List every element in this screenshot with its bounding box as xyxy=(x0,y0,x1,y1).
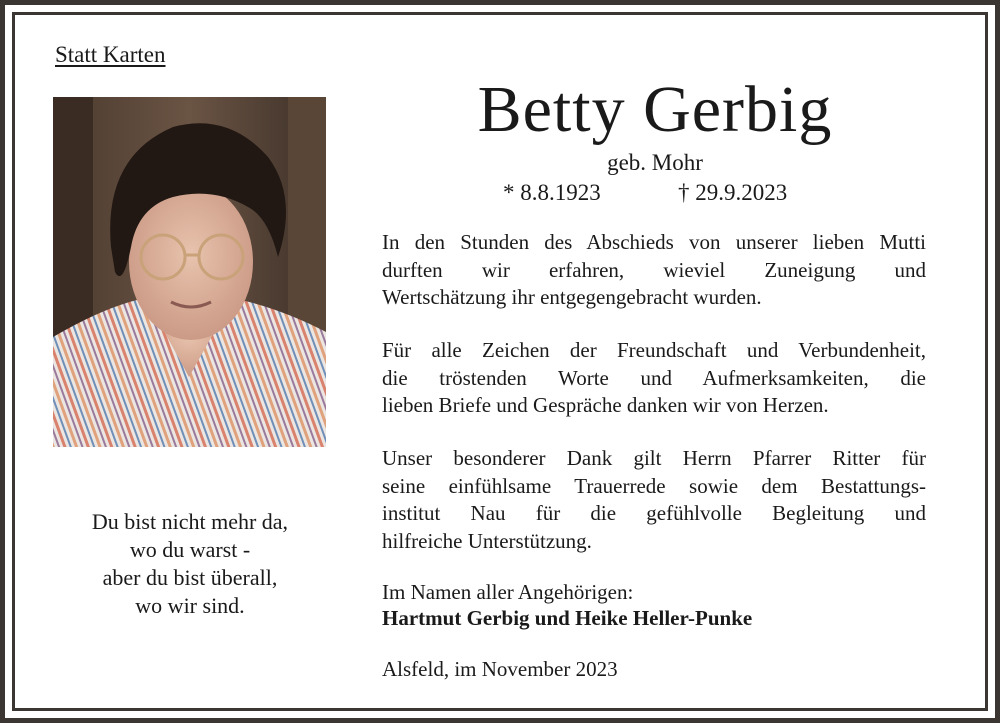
deceased-name: Betty Gerbig xyxy=(477,73,833,146)
paragraph-line: die tröstenden Worte und Aufmerksamkeiten, die xyxy=(382,365,926,390)
verse-line: aber du bist überall, xyxy=(102,565,278,590)
maiden-name: geb. Mohr xyxy=(607,150,703,175)
paragraph-thanks xyxy=(382,337,926,420)
portrait-photo xyxy=(53,97,326,447)
verse-line: wo du warst - xyxy=(129,537,251,562)
memorial-verse xyxy=(40,508,340,620)
statt-karten-heading: Statt Karten xyxy=(55,42,166,67)
signature-intro: Im Namen aller Angehörigen: xyxy=(382,580,634,604)
paragraph-line: lieben Briefe und Gespräche danken wir von Herzen. xyxy=(382,393,829,417)
verse-line: Du bist nicht mehr da, xyxy=(91,509,289,534)
death-date: † 29.9.2023 xyxy=(678,180,788,205)
paragraph-special-thanks xyxy=(382,445,926,555)
paragraph-line: institut Nau für die gefühlvolle Begleitung und xyxy=(382,501,926,525)
paragraph-line: In den Stunden des Abschieds von unserer lieben Mutti xyxy=(382,230,926,254)
place-date: Alsfeld, im November 2023 xyxy=(382,657,618,681)
paragraph-line: durften wir erfahren, wieviel Zuneigung und xyxy=(382,257,926,282)
paragraph-line: seine einfühlsame Trauerrede sowie dem Bestattungs- xyxy=(382,473,926,498)
paragraph-farewell xyxy=(382,229,926,312)
paragraph-line: Für alle Zeichen der Freundschaft und Verbundenheit, xyxy=(382,338,926,362)
paragraph-line: Unser besonderer Dank gilt Herrn Pfarrer Ritter für xyxy=(382,446,926,470)
birth-date: * 8.8.1923 xyxy=(503,180,601,205)
signature-names: Hartmut Gerbig und Heike Heller-Punke xyxy=(382,606,753,630)
paragraph-line: Wertschätzung ihr entgegengebracht wurden. xyxy=(382,285,762,309)
verse-line: wo wir sind. xyxy=(135,593,245,618)
paragraph-line: hilfreiche Unterstützung. xyxy=(382,528,592,553)
